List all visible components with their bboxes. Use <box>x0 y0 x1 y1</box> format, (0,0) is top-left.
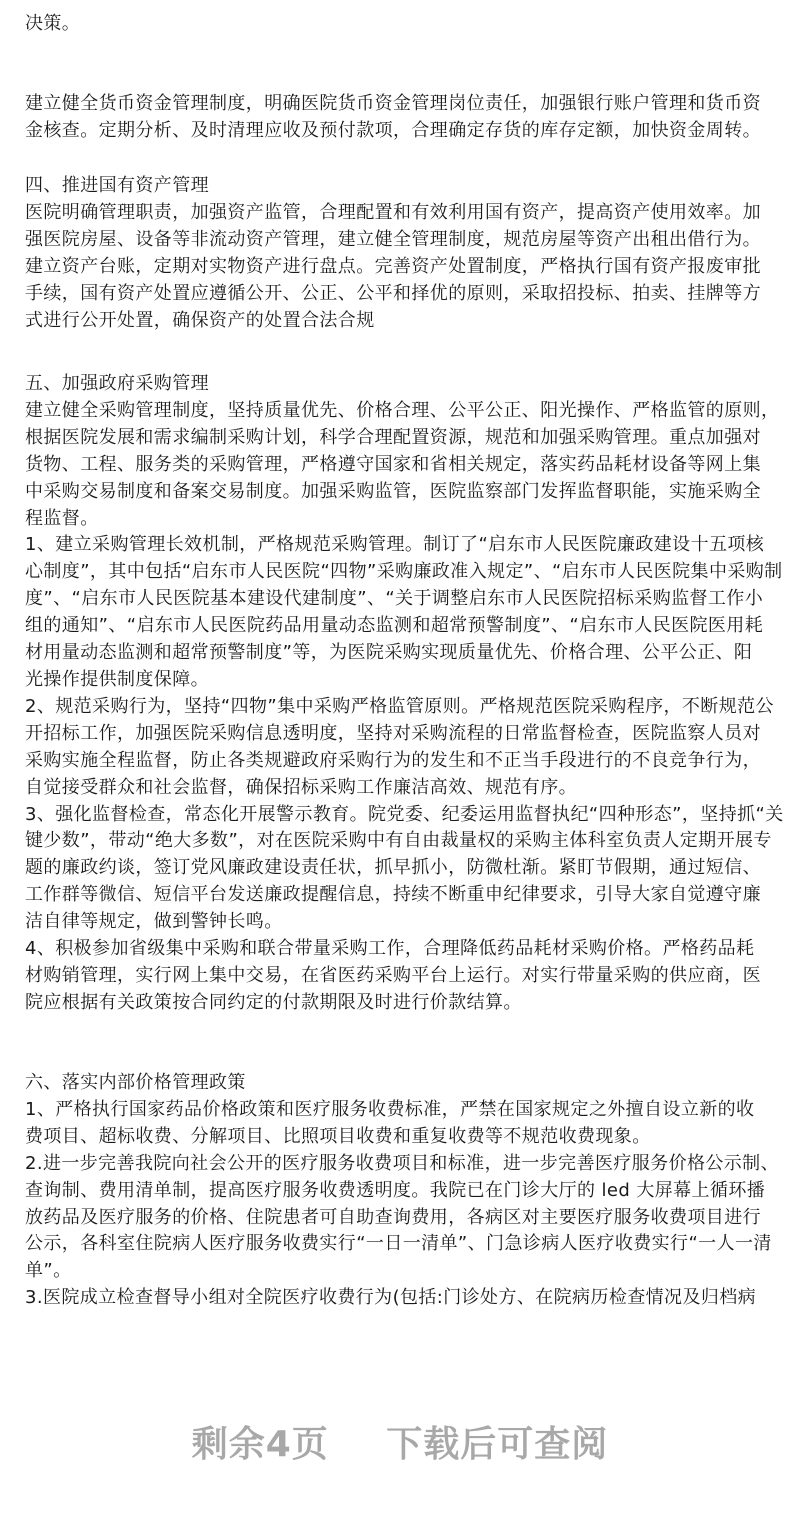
section-procurement <box>25 371 785 1017</box>
remaining-pages-label[interactable]: 剩余4页 <box>191 1424 329 1465</box>
paragraph-cash-management <box>25 91 785 145</box>
text-line: 3.医院成立检查督导小组对全院医疗收费行为(包括:门诊处方、在院病历检查情况及归档病 <box>25 1287 757 1309</box>
download-prompt[interactable] <box>0 1416 800 1467</box>
text-line: 1、严格执行国家药品价格政策和医疗服务收费标准，严禁在国家规定之外擅自设立新的收 <box>25 1098 755 1120</box>
text-line: 费项目、超标收费、分解项目、比照项目收费和重复收费等不规范收费现象。 <box>25 1125 651 1147</box>
text-line: 决策。 <box>25 13 81 34</box>
text-line: 院应根据有关政策按合同约定的付款期限及时进行价款结算。 <box>25 991 522 1013</box>
text-line: 货物、工程、服务类的采购管理，严格遵守国家和省相关规定，落实药品耗材设备等网上集 <box>25 453 761 475</box>
text-line: 建立健全货币资金管理制度，明确医院货币资金管理岗位责任，加强银行账户管理和货币资 <box>25 93 761 114</box>
text-line: 心制度”，其中包括“启东市人民医院“四物”采购廉政准入规定”、“启东市人民医院集中采购制 <box>25 561 783 583</box>
text-line: 组的通知”、“启东市人民医院药品用量动态监测和超常预警制度”、“启东市人民医院医用耗 <box>25 615 764 637</box>
text-line: 材用量动态监测和超常预警制度”等，为医院采购实现质量优先、价格合理、公平公正、阳 <box>25 642 753 664</box>
text-line: 采购实施全程监督，防止各类规避政府采购行为的发生和不正当手段进行的不良竞争行为， <box>25 749 761 771</box>
paragraph-ending <box>25 11 785 38</box>
text-line: 手续，国有资产处置应遵循公开、公正、公平和择优的原则，采取招投标、拍卖、挂牌等方 <box>25 282 761 304</box>
text-line: 医院明确管理职责，加强资产监管，合理配置和有效利用国有资产，提高资产使用效率。加 <box>25 201 761 223</box>
text-line: 查询制、费用清单制，提高医疗服务收费透明度。我院已在门诊大厅的 led 大屏幕上循环播 <box>25 1179 766 1201</box>
text-line: 根据医院发展和需求编制采购计划，科学合理配置资源，规范和加强采购管理。重点加强对 <box>25 426 761 448</box>
section-state-assets <box>25 173 785 334</box>
text-line: 中采购交易制度和备案交易制度。加强采购监管，医院监察部门发挥监督职能，实施采购全 <box>25 480 761 502</box>
text-line: 程监督。 <box>25 507 99 529</box>
text-line: 式进行公开处置，确保资产的处置合法合规 <box>25 309 375 331</box>
text-line: 键少数”，带动“绝大多数”，对在医院采购中有自由裁量权的采购主体科室负责人定期开展专 <box>25 830 772 852</box>
text-line: 公示，各科室住院病人医疗服务收费实行“一日一清单”、门急诊病人医疗收费实行“一人一清 <box>25 1233 772 1255</box>
text-line: 建立资产台账，定期对实物资产进行盘点。完善资产处置制度，严格执行国有资产报废审批 <box>25 255 761 277</box>
text-line: 放药品及医疗服务的价格、住院患者可自助查询费用，各病区对主要医疗服务收费项目进行 <box>25 1206 761 1228</box>
text-line: 2.进一步完善我院向社会公开的医疗服务收费项目和标准，进一步完善医疗服务价格公示制、 <box>25 1152 779 1174</box>
text-line: 开招标工作，加强医院采购信息透明度，坚持对采购流程的日常监督检查，医院监察人员对 <box>25 722 761 744</box>
text-line: 强医院房屋、设备等非流动资产管理，建立健全管理制度，规范房屋等资产出租出借行为。 <box>25 228 761 250</box>
text-line: 六、落实内部价格管理政策 <box>25 1072 246 1093</box>
text-line: 建立健全采购管理制度，坚持质量优先、价格合理、公平公正、阳光操作、严格监管的原则， <box>25 399 780 421</box>
text-line: 自觉接受群众和社会监督，确保招标采购工作廉洁高效、规范有序。 <box>25 776 577 798</box>
text-line: 五、加强政府采购管理 <box>25 373 209 394</box>
text-line: 工作群等微信、短信平台发送廉政提醒信息，持续不断重申纪律要求，引导大家自觉遵守廉 <box>25 884 761 906</box>
section-pricing <box>25 1070 785 1312</box>
text-line: 题的廉政约谈，签订党风廉政建设责任状，抓早抓小，防微杜渐。紧盯节假期，通过短信、 <box>25 857 761 879</box>
text-line: 四、推进国有资产管理 <box>25 175 209 196</box>
text-line: 单”。 <box>25 1260 72 1282</box>
text-line: 3、强化监督检查，常态化开展警示教育。院党委、纪委运用监督执纪“四种形态”，坚持抓“关 <box>25 803 784 825</box>
text-line: 4、积极参加省级集中采购和联合带量采购工作，合理降低药品耗材采购价格。严格药品耗 <box>25 938 755 960</box>
text-line: 光操作提供制度保障。 <box>25 668 209 690</box>
text-line: 2、规范采购行为，坚持“四物”集中采购严格监管原则。严格规范医院采购程序，不断规范公 <box>25 695 774 717</box>
text-line: 金核查。定期分析、及时清理应收及预付款项，合理确定存货的库存定额，加快资金周转。 <box>25 119 761 141</box>
text-line: 1、建立采购管理长效机制，严格规范采购管理。制订了“启东市人民医院廉政建设十五项核 <box>25 534 765 556</box>
text-line: 洁自律等规定，做到警钟长鸣。 <box>25 911 283 933</box>
text-line: 度”、“启东市人民医院基本建设代建制度”、“关于调整启东市人民医院招标采购监督工作小 <box>25 588 764 610</box>
text-line: 材购销管理，实行网上集中交易，在省医药采购平台上运行。对实行带量采购的供应商，医 <box>25 964 761 986</box>
download-to-view-label[interactable]: 下载后可查阅 <box>386 1424 609 1465</box>
